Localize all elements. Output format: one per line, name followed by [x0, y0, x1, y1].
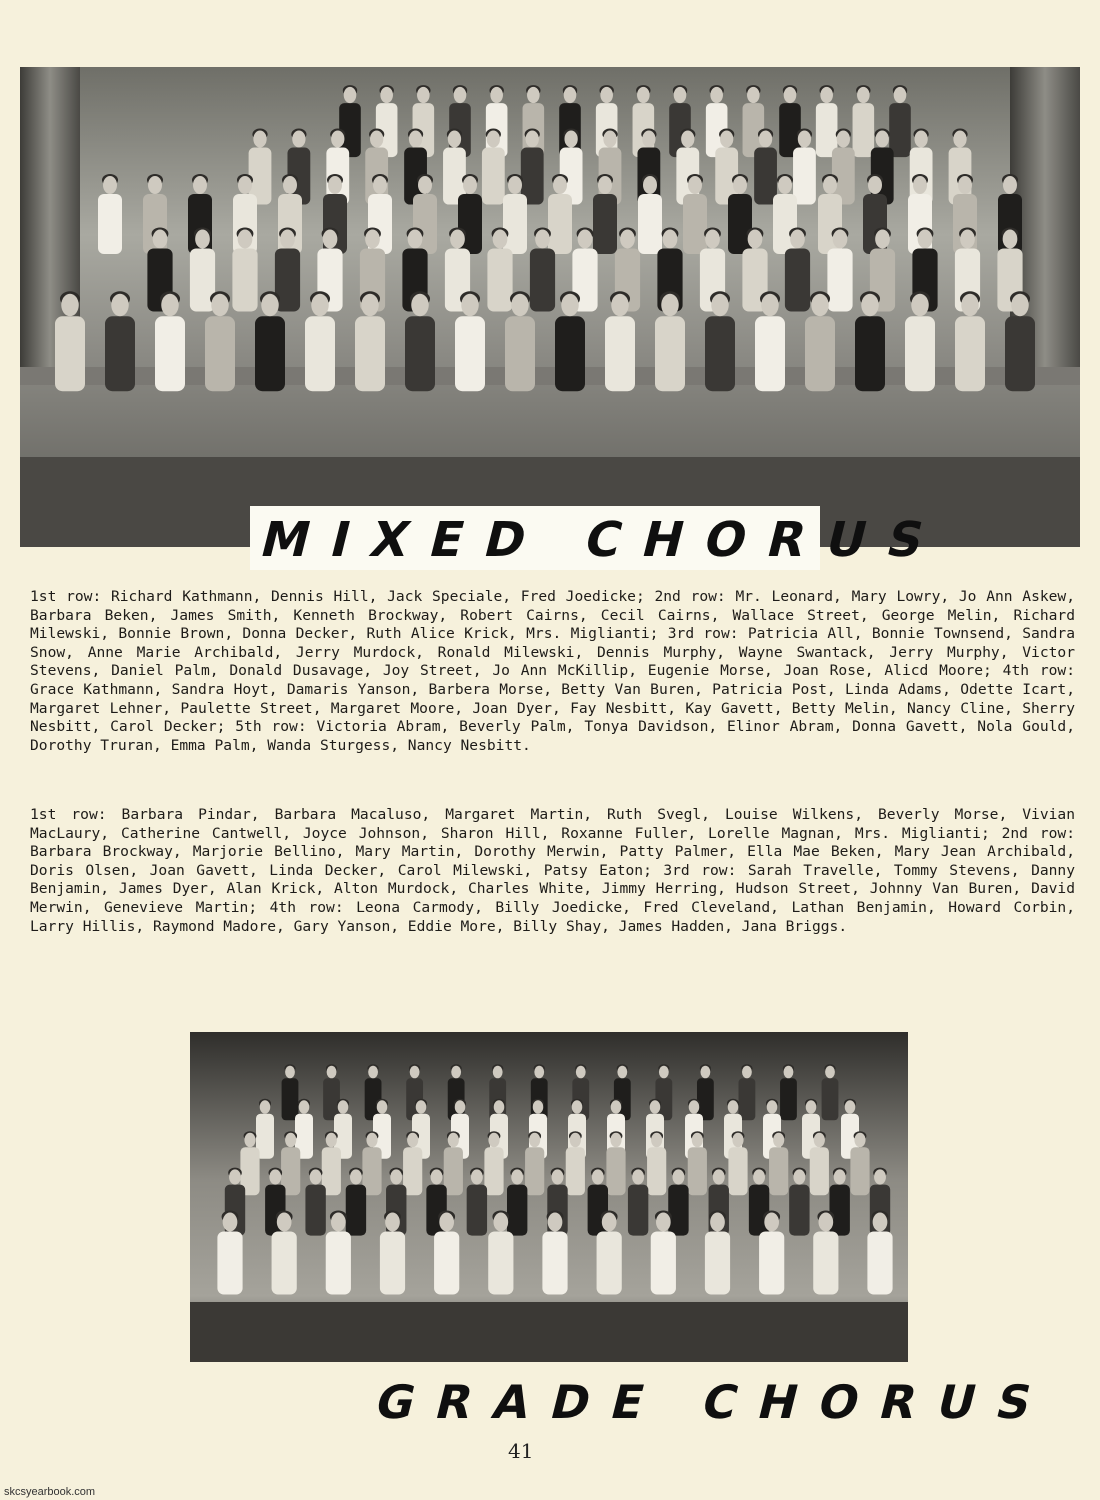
grade-chorus-photo	[190, 1032, 908, 1362]
mixed-chorus-title: MIXED CHORUS	[255, 512, 952, 568]
mixed-chorus-caption: 1st row: Richard Kathmann, Dennis Hill, Jack Speciale, Fred Joedicke; 2nd row: Mr. Leonard, Mary Lowry, Jo Ann Askew, Barbara Beken, James Smith, Kenneth Brockway, Robert Cairns, Cecil Cairns, Wallace Street, George Melin, Richard Milewski, Bonnie Brown, Donna Decker, Ruth Alice Krick, Mrs. Miglianti; 3rd row: Patricia All, Bonnie Townsend, Sandra Snow, Anne Marie Archibald, Jerry Murdock, Ronald Milewski, Dennis Murphy, Wayne Swantack, Jerry Murphy, Victor Stevens, Daniel Palm, Donald Dusavage, Joy Street, Jo Ann McKillip, Eugenie Morse, Joan Rose, Alicd Moore; 4th row: Grace Kathmann, Sandra Hoyt, Damaris Yanson, Barbera Morse, Betty Van Buren, Patricia Post, Linda Adams, Odette Icart, Margaret Lehner, Paulette Street, Margaret Moore, Joan Dyer, Fay Nesbitt, Kay Gavett, Betty Melin, Nancy Cline, Sherry Nesbitt, Carol Decker; 5th row: Victoria Abram, Beverly Palm, Tonya Davidson, Elinor Abram, Donna Gavett, Nola Gould, Dorothy Truran, Emma Palm, Wanda Sturgess, Nancy Nesbitt.	[30, 588, 1075, 754]
grade-chorus-caption: 1st row: Barbara Pindar, Barbara Macaluso, Margaret Martin, Ruth Svegl, Louise Wilkens, Beverly Morse, Vivian MacLaury, Catherine Cantwell, Joyce Johnson, Sharon Hill, Roxanne Fuller, Lorelle Magnan, Mrs. Miglianti; 2nd row: Barbara Brockway, Marjorie Bellino, Mary Martin, Dorothy Merwin, Patty Palmer, Ella Mae Beken, Mary Jean Archibald, Doris Olsen, Joan Gavett, Linda Decker, Carol Milewski, Patsy Eaton; 3rd row: Sarah Travelle, Tommy Stevens, Danny Benjamin, James Dyer, Alan Krick, Alton Murdock, Charles White, Jimmy Herring, Hudson Street, Johnny Van Buren, David Merwin, Genevieve Martin; 4th row: Leona Carmody, Billy Joedicke, Fred Cleveland, Lathan Benjamin, Howard Corbin, Larry Hillis, Raymond Madore, Gary Yanson, Eddie More, Billy Shay, James Hadden, Jana Briggs.	[30, 806, 1075, 935]
mixed-chorus-banner	[250, 506, 952, 570]
mixed-chorus-photo	[20, 67, 1080, 547]
grade-chorus-title: GRADE CHORUS	[370, 1375, 1060, 1429]
page-number: 41	[508, 1439, 534, 1463]
site-watermark: skcsyearbook.com	[4, 1486, 96, 1498]
